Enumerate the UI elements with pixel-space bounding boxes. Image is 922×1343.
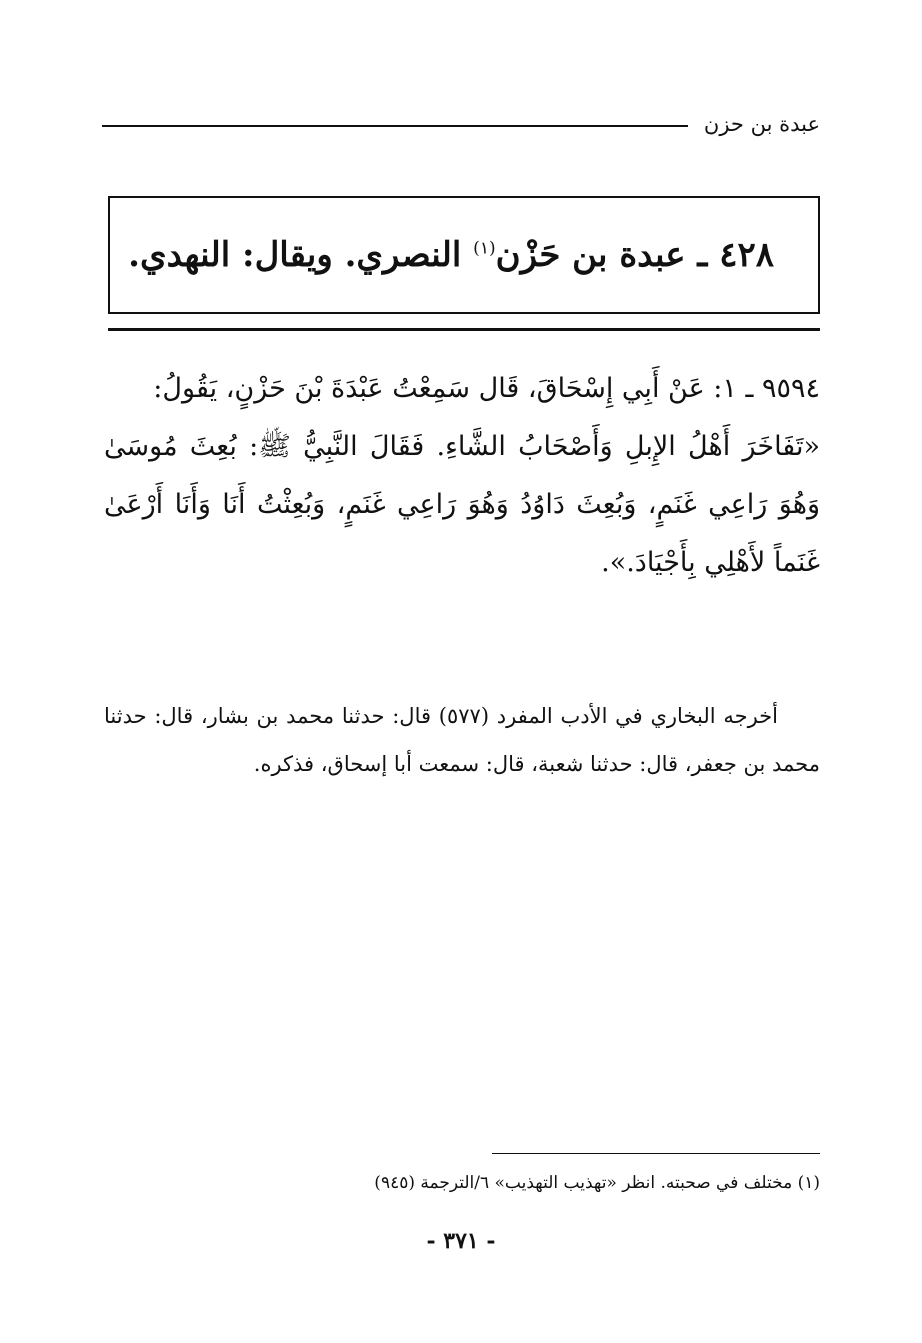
hadith-matn: «تَفَاخَرَ أَهْلُ الإِبلِ وَأَصْحَابُ الشَّاءِ. فَقَالَ النَّبِيُّ ﷺ: بُعِثَ مُوسَىٰ وَهُوَ رَاعِي غَنَمٍ، وَبُعِثَ دَاوُدُ وَهُوَ رَاعِي غَنَمٍ، وَبُعِثْتُ أَنَا وَأَنَا أَرْعَىٰ غَنَماً لأَهْلِي بِأَجْيَادَ.». <box>104 431 820 578</box>
entry-title-name: ٤٢٨ ـ عبدة بن حَزْن <box>495 235 774 275</box>
footnote-divider <box>492 1153 820 1154</box>
takhrij-text: أخرجه البخاري في الأدب المفرد (٥٧٧) قال: حدثنا محمد بن بشار، قال: حدثنا محمد بن جعفر، قال: حدثنا شعبة، قال: سمعت أبا إسحاق، فذكره. <box>104 704 820 776</box>
running-head <box>102 104 820 144</box>
footnote-marker: (١) <box>473 238 496 259</box>
running-head-title: عبدة بن حزن <box>703 112 820 136</box>
footnote-1: (١) مختلف في صحبته. انظر «تهذيب التهذيب» ٦/الترجمة (٩٤٥) <box>374 1173 820 1193</box>
entry-title-box <box>108 196 820 314</box>
running-head-rule <box>102 125 688 127</box>
hadith-isnad: ٩٥٩٤ ـ ١: عَنْ أَبِي إِسْحَاقَ، قَال سَمِعْتُ عَبْدَةَ بْنَ حَزْنٍ، يَقُولُ: <box>153 373 820 404</box>
footnotes <box>104 1168 820 1198</box>
takhrij-section <box>104 692 820 788</box>
entry-title-rest: النصري. ويقال: النهدي. <box>128 235 474 275</box>
title-divider <box>108 328 820 331</box>
page-number: - ٣٧١ - <box>426 1228 496 1254</box>
hadith-text <box>104 360 820 592</box>
entry-title <box>128 235 774 275</box>
